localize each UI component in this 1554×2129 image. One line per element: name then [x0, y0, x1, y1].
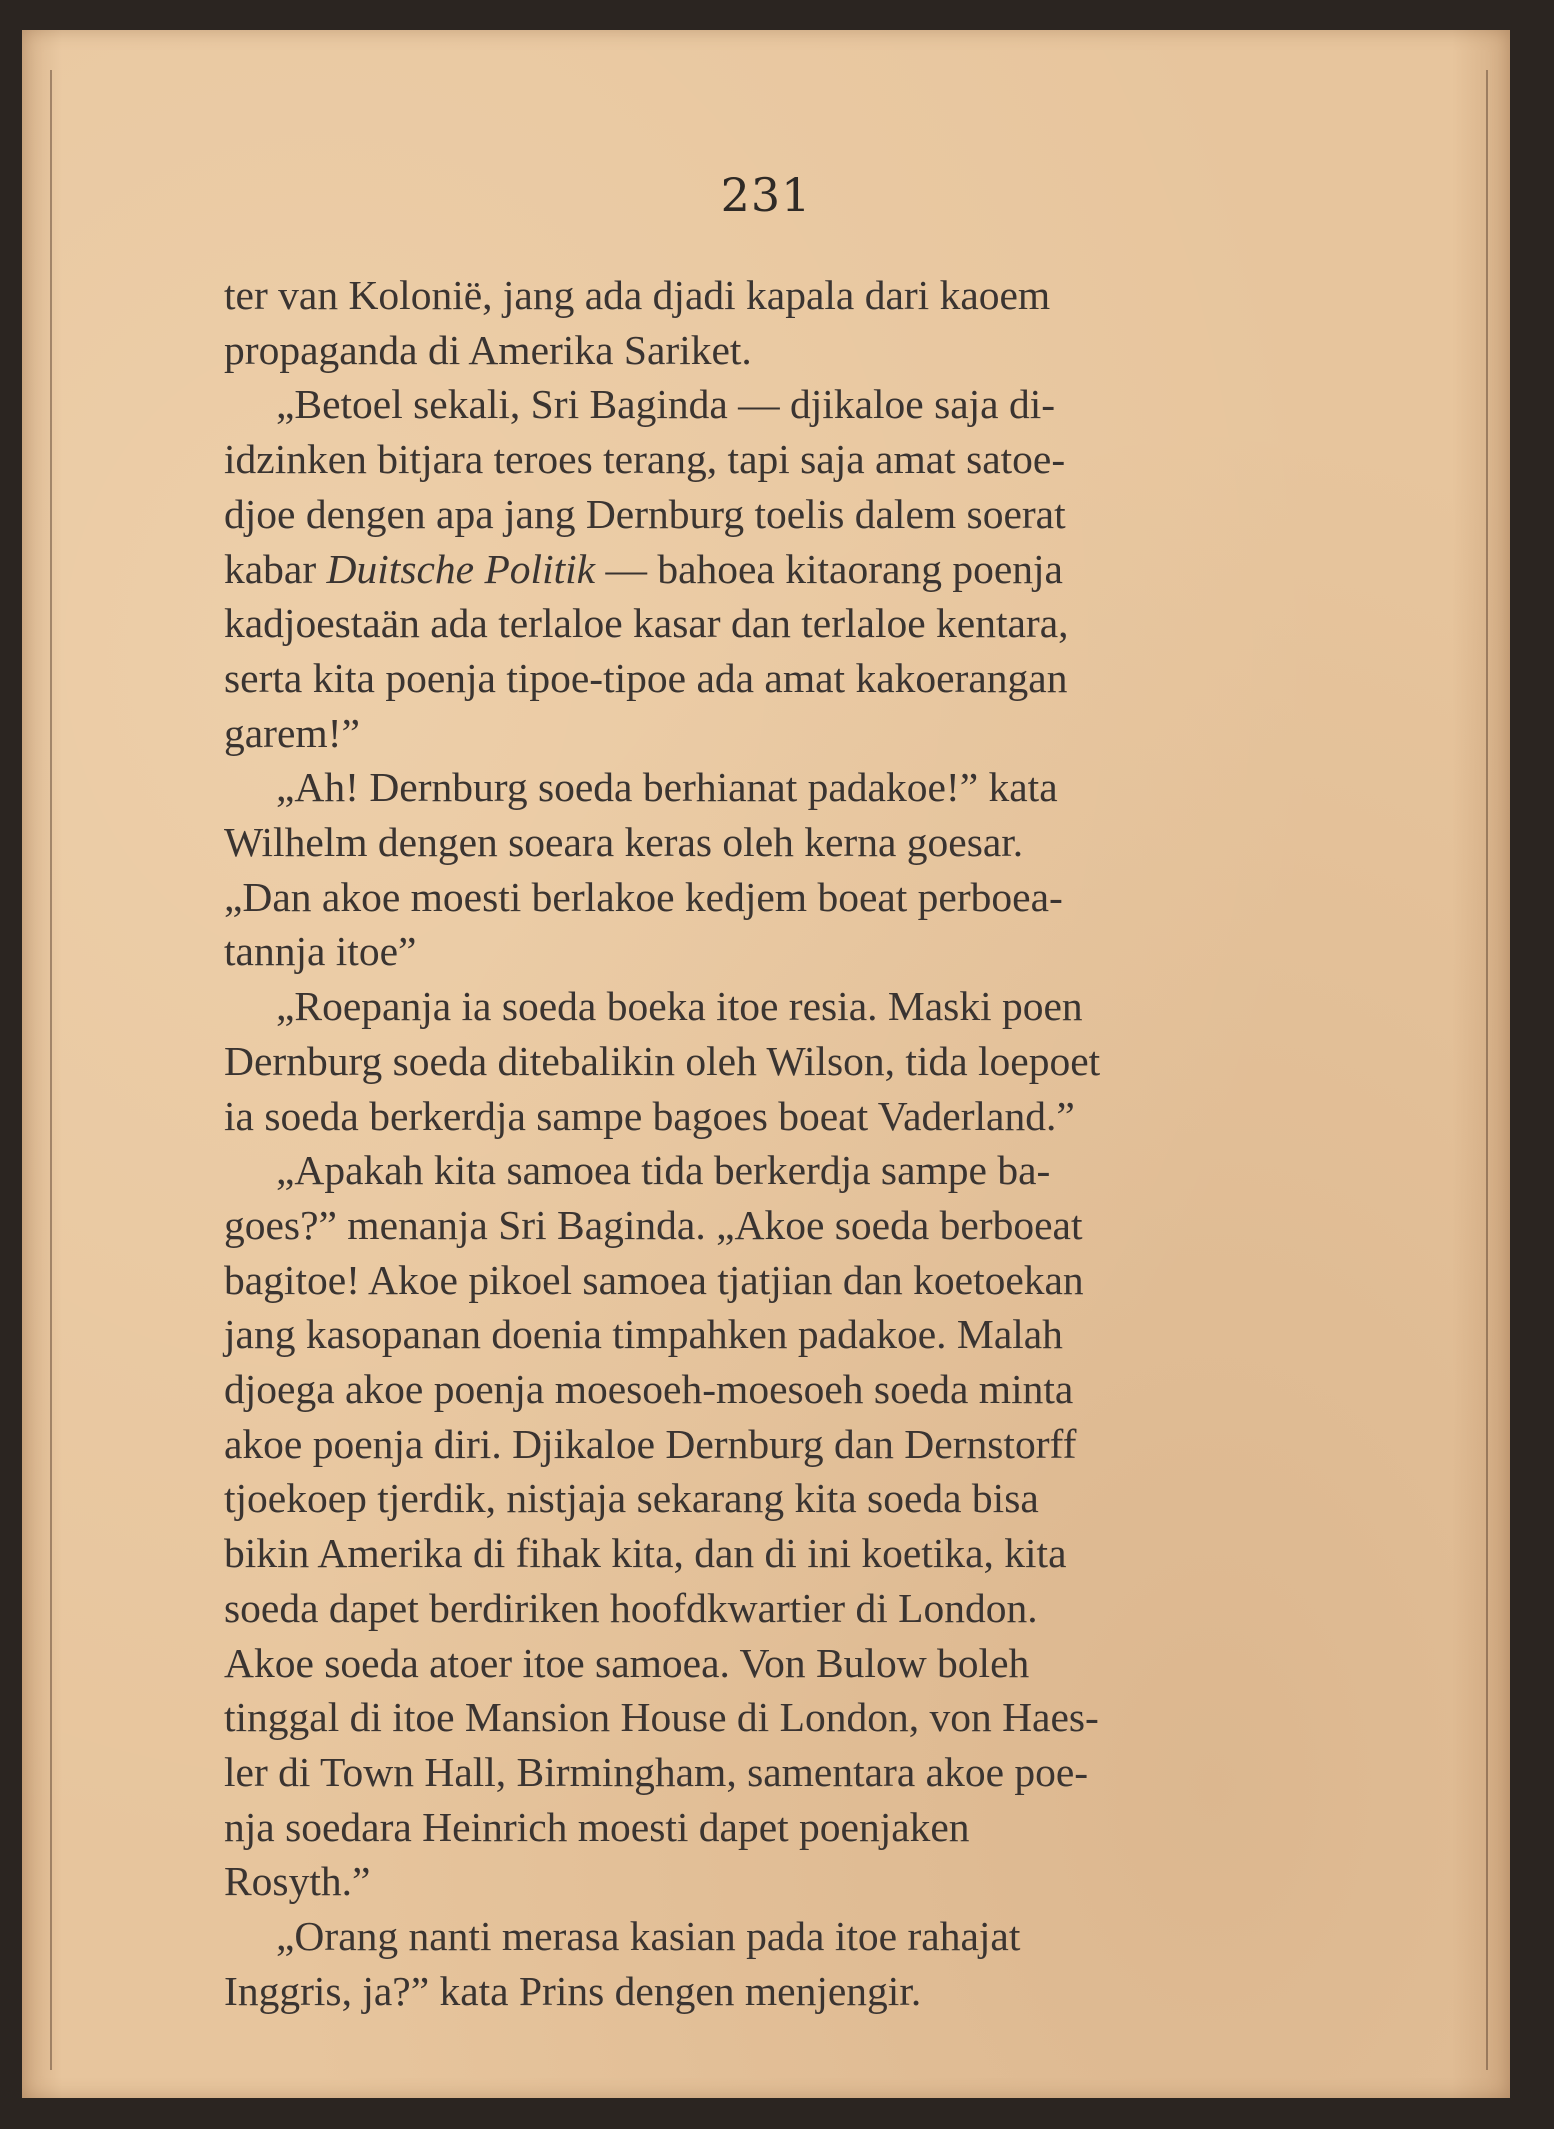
paragraph-1 — [224, 268, 1304, 377]
text-line: goes?” menanja Sri Baginda. „Akoe soeda berboeat — [224, 1201, 1083, 1248]
paragraph-3 — [224, 760, 1304, 979]
text-line: bagitoe! Akoe pikoel samoea tjatjian dan koetoekan — [224, 1256, 1084, 1303]
text-line: „Betoel sekali, Sri Baginda — djikaloe saja di- — [276, 381, 1056, 428]
text-line-end: — bahoea kitaorang poenja — [595, 545, 1063, 592]
text-line: Akoe soeda atoer itoe samoea. Von Bulow boleh — [224, 1639, 1030, 1686]
body-text — [224, 268, 1304, 2019]
text-line: garem!” — [224, 709, 360, 756]
text-line: „Orang nanti merasa kasian pada itoe rahajat — [276, 1913, 1021, 1960]
text-line: kadjoestaän ada terlaloe kasar dan terlaloe kentara, — [224, 600, 1069, 647]
paragraph-5 — [224, 1143, 1304, 1909]
text-line: ter van Kolonië, jang ada djadi kapala dari kaoem — [224, 272, 1051, 318]
text-line: Inggris, ja?” kata Prins dengen menjengir. — [224, 1967, 922, 2014]
page-edge-left — [50, 70, 52, 2070]
text-line: idzinken bitjara teroes terang, tapi saja amat satoe- — [224, 436, 1066, 483]
text-line: bikin Amerika di fihak kita, dan di ini koetika, kita — [224, 1530, 1067, 1577]
page-edge-right — [1486, 70, 1488, 2070]
text-line: jang kasopanan doenia timpahken padakoe. Malah — [224, 1311, 1063, 1358]
text-line: tinggal di itoe Mansion House di London, von Haes- — [224, 1694, 1099, 1741]
paragraph-4 — [224, 979, 1304, 1143]
text-line: djoega akoe poenja moesoeh-moesoeh soeda minta — [224, 1366, 1074, 1413]
text-line: soeda dapet berdiriken hoofdkwartier di London. — [224, 1584, 1038, 1631]
text-line: propaganda di Amerika Sariket. — [224, 326, 752, 373]
text-line: Wilhelm dengen soeara keras oleh kerna goesar. — [224, 819, 1024, 866]
text-line: akoe poenja diri. Djikaloe Dernburg dan Dernstorff — [224, 1420, 1077, 1467]
text-line: djoe dengen apa jang Dernburg toelis dalem soerat — [224, 490, 1066, 537]
paragraph-2 — [224, 377, 1304, 760]
text-line-start: kabar — [224, 545, 327, 592]
text-line: „Ah! Dernburg soeda berhianat padakoe!” kata — [276, 764, 1058, 811]
text-line: „Roepanja ia soeda boeka itoe resia. Maski poen — [276, 983, 1083, 1030]
paragraph-6 — [224, 1909, 1304, 2018]
text-line: ler di Town Hall, Birmingham, samentara akoe poe- — [224, 1748, 1089, 1795]
text-line: serta kita poenja tipoe-tipoe ada amat kakoerangan — [224, 654, 1068, 701]
book-page — [22, 30, 1510, 2098]
text-line: tjoekoep tjerdik, nistjaja sekarang kita soeda bisa — [224, 1475, 1039, 1522]
text-line: Dernburg soeda ditebalikin oleh Wilson, tida loepoet — [224, 1037, 1101, 1084]
text-line: nja soedara Heinrich moesti dapet poenjaken — [224, 1803, 970, 1850]
text-line: „Apakah kita samoea tida berkerdja sampe ba- — [276, 1147, 1051, 1194]
newspaper-title: Duitsche Politik — [326, 545, 596, 592]
text-line: ia soeda berkerdja sampe bagoes boeat Vaderland.” — [224, 1092, 1075, 1139]
text-line: Rosyth.” — [224, 1858, 371, 1905]
text-line: „Dan akoe moesti berlakoe kedjem boeat perboea- — [224, 873, 1063, 920]
text-line: tannja itoe” — [224, 928, 417, 975]
page-number: 231 — [720, 168, 812, 222]
